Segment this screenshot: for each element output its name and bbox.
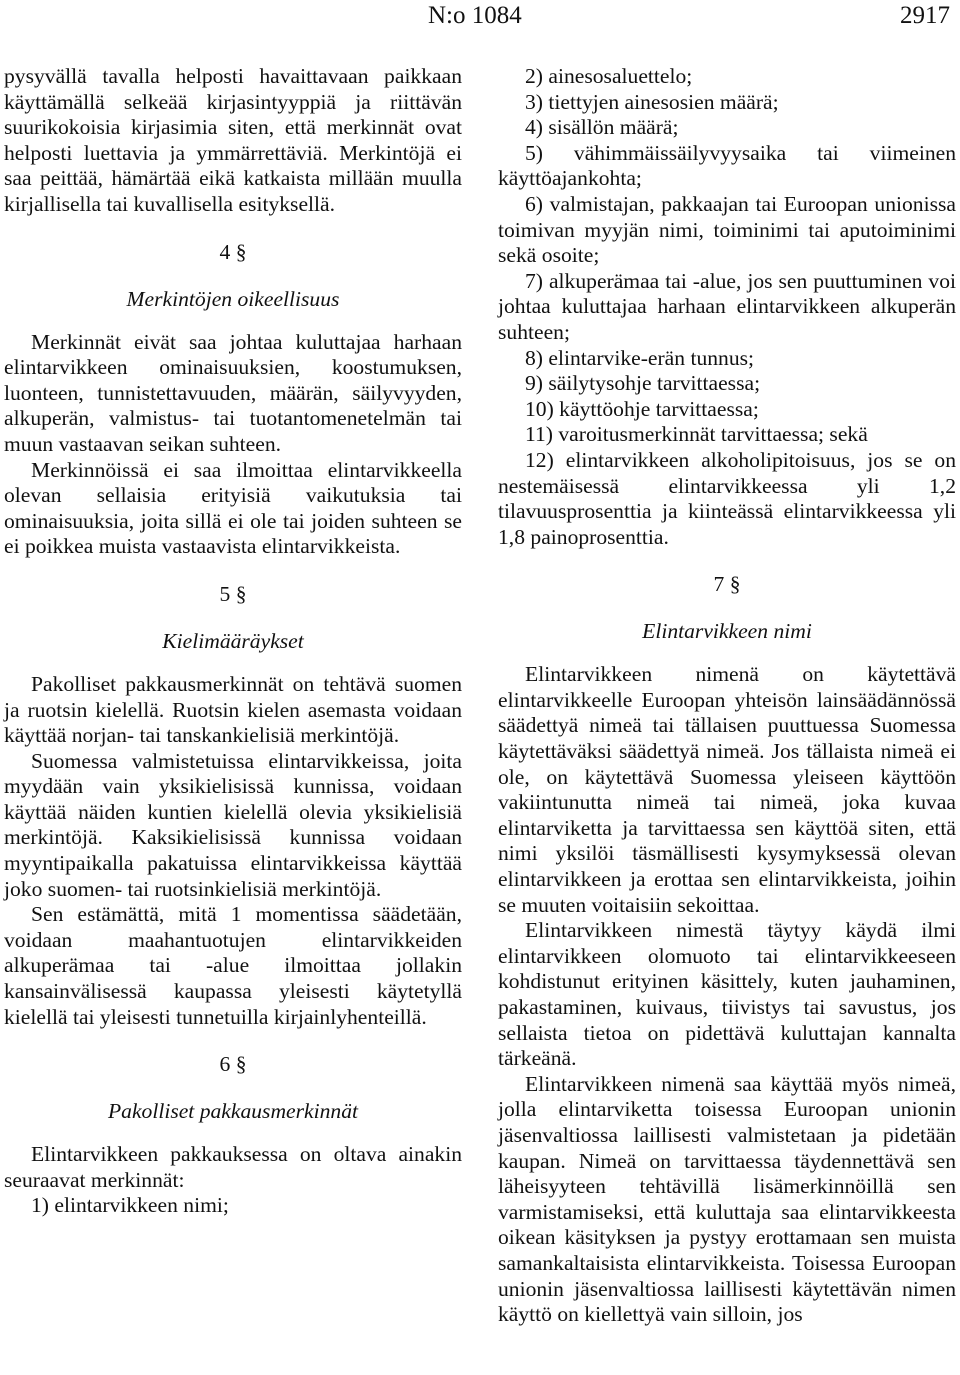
section-7-paragraph-1: Elintarvikkeen nimenä on käytettävä elintarvikkeelle Euroopan yhteisön lainsäädännössä säädettyä nimeä tai tällaisen puuttuessa Suomessa käytettäväksi säädettyä nimeä. Jos tällaista nimeä ei ole, on käytettävä Suomessa yleiseen käyttöön vakiintunutta nimeä tai nimeä, joka kuvaa elintarviketta ja tarvittaessa sen käyttöä siten, että nimi yksilöi täsmällisesti kysymyksessä olevan elintarvikkeen ja erottaa sen elintarvikkeista, joihin se muuten voitaisiin sekoittaa. [498, 662, 956, 917]
page-number: 2917 [900, 2, 950, 29]
section-5-title: Kielimääräykset [162, 628, 304, 653]
section-5-paragraph-1: Pakolliset pakkausmerkinnät on tehtävä suomen ja ruotsin kielellä. Ruotsin kielen asemasta voidaan käyttää norjan- tai tanskankielisiä merkintöjä. [4, 671, 462, 748]
list-item-8: 8) elintarvike-erän tunnus; [525, 345, 755, 370]
list-item-2: 2) ainesosaluettelo; [525, 64, 693, 88]
section-6-paragraph-1: Elintarvikkeen pakkauksessa on oltava ainakin seuraavat merkinnät: [4, 1142, 462, 1192]
list-item-5: 5) vähimmäissäilyvyysaika tai viimeinen käyttöajankohta; [498, 140, 956, 191]
section-7-paragraph-3: Elintarvikkeen nimenä saa käyttää myös nimeä, jolla elintarviketta toisessa Euroopan unionin jäsenvaltiossa laillisesti valmistetaan ja pidetään kaupan. Nimeä on tarvittaessa täydennettävä sen läheisyyteen tehtävillä lisämerkinnöillä sen varmistamiseksi, että kuluttaja saa elintarvikkeesta oikean käsityksen ja pystyy erottamaan sen muista samankaltaisista elintarvikkeista. Toisessa Euroopan unionin jäsenvaltiossa laillisesti käytettävän nimen käyttö on kiellettyä vain silloin, jos [498, 1071, 956, 1327]
list-item-3: 3) tiettyjen ainesosien määrä; [525, 89, 779, 114]
list-item-6: 6) valmistajan, pakkaajan tai Euroopan unionissa toimivan myyjän nimi, toiminimi tai aputoiminimi sekä osoite; [498, 191, 956, 268]
section-7-title: Elintarvikkeen nimi [642, 619, 812, 644]
section-4-paragraph-1: Merkinnät eivät saa johtaa kuluttajaa harhaan elintarvikkeen ominaisuuksien, koostumuksen, luonteen, tunnistettavuuden, määrän, säilyvyyden, alkuperän, valmistus- tai tuotantomenetelmän tai muun vastaavan seikan suhteen. [4, 329, 462, 456]
section-7-number: 7 § [713, 572, 741, 597]
page-header [0, 0, 960, 34]
document-number: N:o 1084 [428, 2, 522, 29]
section-4-paragraph-2: Merkinnöissä ei saa ilmoittaa elintarvikkeella olevan sellaisia erityisiä vaikutuksia tai ominaisuuksia, joita sillä ei ole tai joiden suhteen se ei poikkea muista vastaavista elintarvikkeista. [4, 457, 462, 559]
list-item-10: 10) käyttöohje tarvittaessa; [525, 396, 759, 421]
section-5-paragraph-3: Sen estämättä, mitä 1 momentissa säädetään, voidaan maahantuotujen elintarvikkeiden alkuperämaa tai -alue ilmoittaa jollakin kansainvälisessä kaupassa yleisesti käytetyllä kielellä tai yleisesti tunnetuilla kirjainlyhenteillä. [4, 902, 462, 1029]
section-6-title: Pakolliset pakkausmerkinnät [107, 1099, 359, 1124]
right-column [498, 64, 956, 1328]
section-6-number: 6 § [219, 1052, 247, 1077]
list-item-7: 7) alkuperämaa tai -alue, jos sen puuttuminen voi johtaa kuluttajaa harhaan elintarvikkeen alkuperän suhteen; [498, 268, 956, 344]
section-7-paragraph-2: Elintarvikkeen nimestä täytyy käydä ilmi elintarvikkeen olomuoto tai elintarvikkeeseen kohdistunut erityinen käsittely, kuten jauhaminen, pakastaminen, kuivaus, tiivistys tai savustus, jos sellaista tietoa on pidettävä kuluttajan kannalta tärkeänä. [498, 918, 956, 1071]
section-4-number: 4 § [219, 239, 247, 264]
list-item-12: 12) elintarvikkeen alkoholipitoisuus, jos se on nestemäisessä elintarvikkeessa yli 1,2 tilavuusprosenttia ja kiinteässä elintarvikkeessa yli 1,8 painoprosenttia. [498, 447, 956, 549]
list-item-1: 1) elintarvikkeen nimi; [31, 1193, 229, 1218]
section-5-paragraph-2: Suomessa valmistetuissa elintarvikkeissa, joita myydään vain yksikielisissä kunnissa, voidaan käyttää näiden kuntien kielellä olevia yksikielisiä merkintöjä. Kaksikielisissä kunnissa voidaan myyntipaikalla pakatuissa elintarvikkeissa käyttää joko suomen- tai ruotsinkielisiä merkintöjä. [4, 748, 462, 901]
left-column [4, 64, 462, 1219]
paragraph-continued: pysyvällä tavalla helposti havaittavaan paikkaan käyttämällä selkeää kirjasintyyppiä ja riittävän suurikokoisia kirjasimia siten, että merkinnät ovat helposti luettavia ja ymmärrettäviä. Merkintöjä ei saa peittää, hämärtää eikä katkaista millään muulla kirjallisella tai kuvallisella esityksellä. [4, 64, 462, 216]
list-item-9: 9) säilytysohje tarvittaessa; [525, 371, 761, 396]
section-5-number: 5 § [219, 581, 247, 606]
list-item-4: 4) sisällön määrä; [525, 115, 679, 140]
section-4-title: Merkintöjen oikeellisuus [126, 286, 340, 311]
list-item-11: 11) varoitusmerkinnät tarvittaessa; sekä [525, 422, 868, 447]
